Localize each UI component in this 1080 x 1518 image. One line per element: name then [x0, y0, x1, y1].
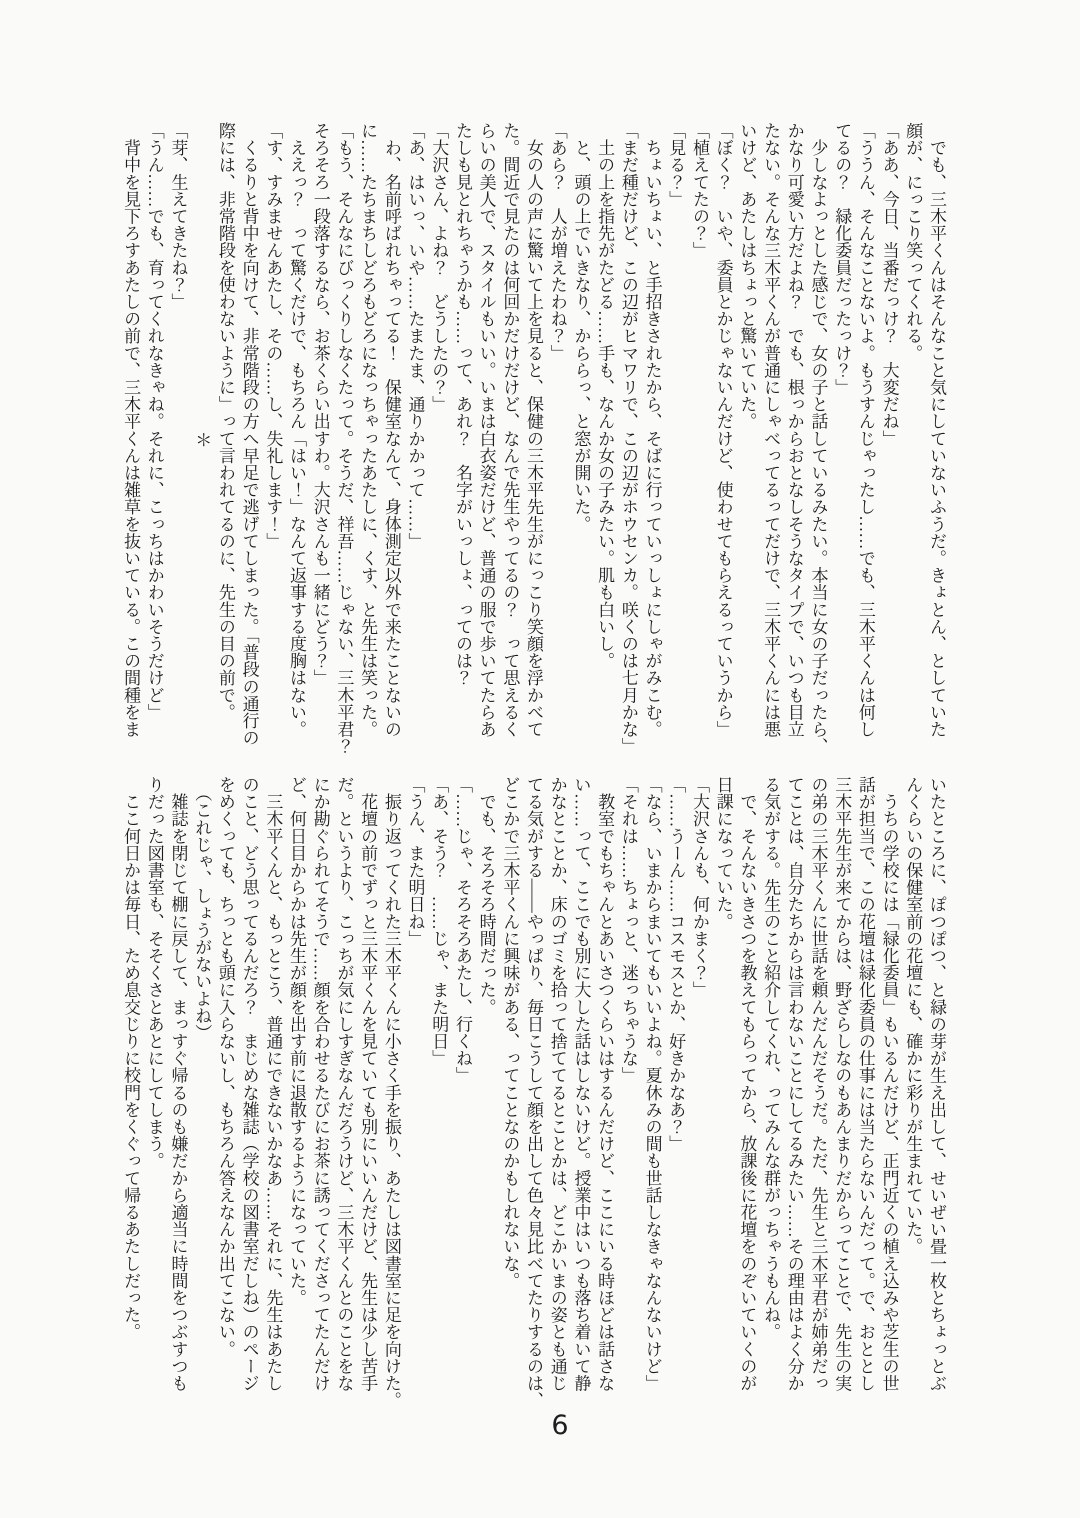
text-column: んくらいの保健室前の花壇にも、確かに彩りが生まれていた。 [903, 776, 923, 1255]
text-column: 「植えてたの？」 [689, 122, 709, 259]
text-column: ちょいちょい、と手招きされたから、そばに行っていっしょにしゃがみこむ。 [642, 122, 662, 738]
text-column: いたところに、ぽつぽつ、と緑の芽が生え出して、せいぜい畳一枚とちょっとぶ [927, 776, 946, 1392]
text-column: ええっ？ って驚くだけで、もちろん「はい！」なんて返事する度胸はない。 [287, 122, 307, 738]
text-column: 雑誌を閉じて棚に戻して、まっすぐ帰るのも嫌だから適当に時間をつぶすつも [168, 776, 188, 1392]
text-column: 「なら、いまからまいてもいいよね。夏休みの間も世話しなきゃなんないけど」 [642, 776, 662, 1392]
text-column: 「それは……ちょっと、迷っちゃうな」 [618, 776, 638, 1084]
text-block-top [118, 122, 948, 756]
text-column: 顔が、にっこり笑ってくれる。 [903, 122, 923, 362]
text-column: をめくっても、ちっとも頭に入らないし、もちろん答えなんか出てこない。 [215, 776, 235, 1358]
text-column: 花壇の前でずっと三木平くんを見ていても別にいいんだけど、先生は少し苦手 [358, 776, 378, 1392]
text-column: たしも見とれちゃうかも……って、あれ？ 名字がいっしょ、ってのは？ [452, 122, 472, 687]
text-column: たない。そんな三木平くんが普通にしゃべってるってだけで、三木平くんには悪 [761, 122, 781, 738]
text-column: てる気がする――やっぱり、毎日こうして顔を出して色々見比べてたりするのは、 [524, 776, 544, 1409]
text-column: いけど、あたしはちょっと驚いていた。 [737, 122, 757, 430]
text-column: でも、三木平くんはそんなこと気にしていないふうだ。きょとん、としていた [927, 122, 946, 738]
text-column: どこかで三木平くんに興味がある、ってことなのかもしれないな。 [500, 776, 520, 1289]
text-column: にか勘ぐられてそうで……顔を合わせるたびにお茶に誘ってくださってたんだけ [310, 776, 330, 1392]
text-column: 際には、非常階段を使わないように」って言われてるのに、先生の目の前で。 [215, 122, 235, 721]
text-column: 土の上を指先がたどる……手も、なんか女の子みたい。肌も白いし。 [595, 122, 615, 670]
text-column: 「あら？ 人が増えたわね？」 [547, 122, 567, 362]
text-column: 「大沢さん、よね？ どうしたの？」 [429, 122, 449, 413]
text-column: た。間近で見たのは何回かだけだけど、なんで先生やってるの？ って思えるく [500, 122, 520, 738]
text-column: 少しなよっとした感じで、女の子と話しているみたい。本当に女の子だったら、 [808, 122, 828, 755]
page-number [0, 1410, 1080, 1441]
text-column: 「あ、そう？ ……じゃ、また明日」 [429, 776, 449, 1067]
text-column: 「大沢さんも、何かまく？」 [689, 776, 709, 999]
text-column: 「ああ、今日、当番だっけ？ 大変だね」 [879, 122, 899, 447]
text-column: る気がする。先生のこと紹介してくれ、ってみんな群がっちゃうもんね。 [761, 776, 781, 1341]
text-column: い……って、ここでも別に大した話はしないけど。授業中はいつも落ち着いて静 [571, 776, 591, 1392]
text-column: わ、名前呼ばれちゃってる！ 保健室なんて、身体測定以外で来たことないの [381, 122, 401, 738]
text-column: で、そんないきさつを教えてもらってから、放課後に花壇をのぞいていくのが [737, 776, 757, 1392]
text-column: 「あ、はいっ、いや……たまたま、通りかかって……」 [405, 122, 425, 550]
text-column: 「……うーん……コスモスとか、好きかなあ？」 [666, 776, 686, 1153]
text-column: と、頭の上でいきなり、かららっ、と窓が開いた。 [571, 122, 591, 533]
text-column: に……たちまちしどろもどろになっちゃったあたしに、くす、と先生は笑った。 [358, 122, 378, 738]
text-column: の弟の三木平くんに世話を頼んだんだそうだ。ただ、先生と三木平君が姉弟だっ [808, 776, 828, 1392]
text-column: ここ何日かは毎日、ため息交じりに校門をくぐって帰るあたしだった。 [121, 776, 141, 1341]
text-block-bottom [118, 776, 948, 1410]
text-column: てことは、自分たちからは言わないことにしてるみたい……その理由はよく分か [784, 776, 804, 1392]
text-column: 日課になっていた。 [713, 776, 733, 930]
text-column: らいの美人で、スタイルもいい。いまは白衣姿だけど、普通の服で歩いてたらあ [476, 122, 496, 738]
scene-break-separator: ＊ [192, 430, 212, 448]
text-column: 女の人の声に驚いて上を見ると、保健の三木平先生がにっこり笑顔を浮かべて [524, 122, 544, 738]
text-column: 「見る？」 [666, 122, 686, 208]
text-column: 三木平くんと、もっとこう、普通にできないかなあ……それに、先生はあたし [263, 776, 283, 1392]
text-column: 「芽、生えてきたね？」 [168, 122, 188, 311]
text-column: 「す、すみませんあたし、その……し、失礼します！」 [263, 122, 283, 550]
text-column: かなり可愛い方だよね？ でも、根っからおとなしそうなタイプで、いつも目立 [784, 122, 804, 738]
text-column: くるりと背中を向けて、非常階段の方へ早足で逃げてしまった。「普段の通行の [239, 122, 259, 747]
text-column: 背中を見下ろすあたしの前で、三木平くんは雑草を抜いている。この間種をま [121, 122, 141, 738]
text-column: 「まだ種だけど、この辺がヒマワリで、この辺がホウセンカ。咲くのは七月かな」 [618, 122, 638, 755]
text-column: だ。というより、こっちが気にしすぎなんだろうけど、三木平くんとのことをな [334, 776, 354, 1392]
text-column: そろそろ一段落するなら、お茶くらい出すわ。大沢さんも一緒にどう？」 [310, 122, 330, 687]
text-column: うちの学校には「緑化委員」もいるんだけど、正門近くの植え込みや芝生の世 [879, 776, 899, 1392]
text-column: 三木平先生が来てからは、野ざらしなのもあんまりだからってことで、先生の実 [832, 776, 852, 1392]
text-column: でも、そろそろ時間だった。 [476, 776, 496, 1016]
text-column: ど、何日目からかは先生が顔を出す前に退散するようになっていた。 [287, 776, 307, 1307]
text-column: のこと、どう思ってるんだろ？ まじめな雑誌（学校の図書室だしね）のページ [239, 776, 259, 1392]
text-column: 「もう、そんなにびっくりしなくたって。そうだ、祥吾……じゃない、三木平君？ [334, 122, 354, 755]
text-column: 振り返ってくれた三木平くんに小さく手を振り、あたしは図書室に足を向けた。 [381, 776, 401, 1409]
page-number-value: 6 [551, 1410, 569, 1441]
text-column: 話が担当で、この花壇は緑化委員の仕事には当たらないんだって。で、おととし [855, 776, 875, 1392]
text-column: 「ううん、そんなことないよ。もうすんじゃったし……でも、三木平くんは何し [855, 122, 875, 738]
text-column: りだった図書室も、そそくさとあとにしてしまう。 [144, 776, 164, 1170]
text-column: 「ぼく？ いや、委員とかじゃないんだけど、使わせてもらえるっていうから」 [713, 122, 733, 738]
text-column: 「……じゃ、そろそろあたし、行くね」 [452, 776, 472, 1084]
text-column: 「うん……でも、育ってくれなきゃね。それに、こっちはかわいそうだけど」 [144, 122, 164, 721]
text-column: てるの？ 緑化委員だったっけ？」 [832, 122, 852, 396]
text-column: かなとことか、床のゴミを拾って捨ててるとことかは、どこかいまの姿とも通じ [547, 776, 567, 1392]
text-column: 「うん、また明日ね」 [405, 776, 425, 947]
text-column: （これじゃ、しょうがないよね） [192, 776, 212, 1042]
text-column: 教室でもちゃんとあいさつくらいはするんだけど、ここにいる時ほどは話さな [595, 776, 615, 1392]
